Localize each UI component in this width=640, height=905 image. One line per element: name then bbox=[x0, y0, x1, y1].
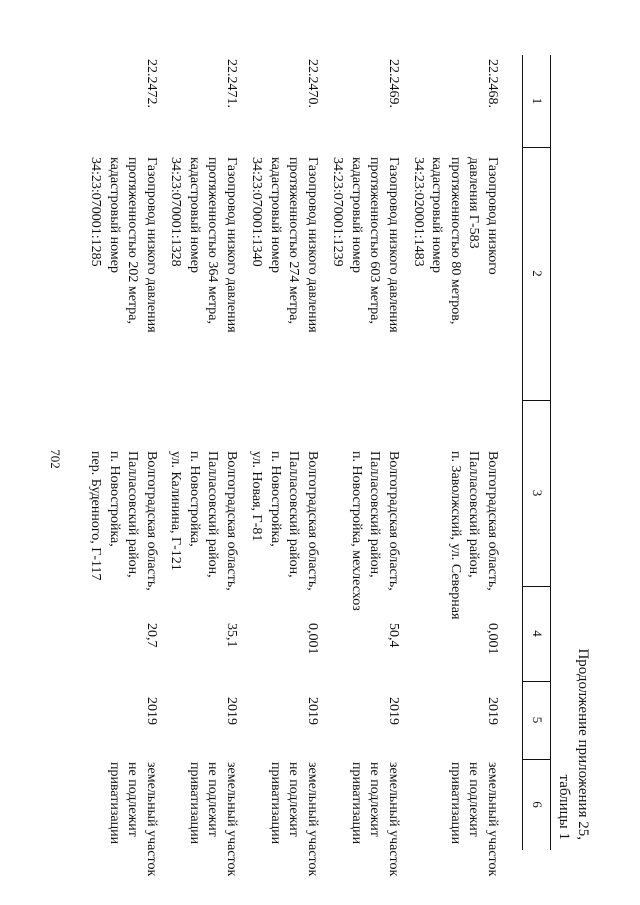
object-year: 2019 bbox=[485, 697, 500, 725]
table-header-rule bbox=[522, 55, 523, 850]
object-year: 2019 bbox=[224, 697, 239, 725]
header-col-1: 1 bbox=[530, 97, 545, 105]
object-address: Волгоградская область, Палласовский район, п. Новостройка, пер. Буденного, Г-117 bbox=[88, 451, 159, 591]
header-col-4: 4 bbox=[530, 630, 545, 637]
caption-line-1: Продолжение приложения 25, bbox=[575, 648, 591, 840]
privatization-note: земельный участок не подлежит приватизации bbox=[186, 762, 239, 877]
row-number: 22.2470. bbox=[305, 59, 320, 108]
row-number: 22.2469. bbox=[386, 59, 401, 108]
table-top-rule bbox=[550, 55, 551, 850]
privatization-note: земельный участок не подлежит приватизации bbox=[106, 762, 159, 877]
object-year: 2019 bbox=[144, 697, 159, 725]
object-value: 50,4 bbox=[386, 623, 401, 648]
header-col-2: 2 bbox=[530, 270, 545, 277]
row-number: 22.2472. bbox=[144, 59, 159, 108]
privatization-note: земельный участок не подлежит приватизации bbox=[267, 762, 320, 877]
header-col-6: 6 bbox=[530, 801, 545, 808]
header-col-5: 5 bbox=[530, 716, 545, 724]
object-address: Волгоградская область, Палласовский район, п. Новостройка, мехлесхоз bbox=[348, 451, 401, 611]
header-col-3: 3 bbox=[530, 489, 545, 497]
row-number: 22.2471. bbox=[224, 59, 239, 108]
property-table bbox=[88, 55, 551, 877]
object-value: 0,001 bbox=[485, 623, 500, 655]
object-name: Газопровод низкого давления протяженностью 603 метра, кадастровый номер 34:23:070001:1239 bbox=[330, 157, 401, 333]
privatization-note: земельный участок не подлежит приватизации bbox=[348, 762, 401, 877]
object-name: Газопровод низкого давления протяженностью 202 метра, кадастровый номер 34:23:070001:1285 bbox=[88, 157, 159, 333]
object-value: 20,7 bbox=[144, 623, 159, 648]
privatization-note: земельный участок не подлежит приватизации bbox=[447, 762, 500, 877]
object-name: Газопровод низкого давления Г-583 протяженностью 80 метров, кадастровый номер 34:23:020001:1483 bbox=[410, 157, 500, 325]
object-name: Газопровод низкого давления протяженностью 364 метра, кадастровый номер 34:23:070001:1328 bbox=[168, 157, 239, 333]
caption-line-2: таблицы 1 bbox=[556, 774, 572, 840]
object-value: 35,1 bbox=[224, 623, 239, 648]
page-number: 702 bbox=[48, 449, 63, 469]
object-name: Газопровод низкого давления протяженностью 274 метра, кадастровый номер 34:23:070001:1340 bbox=[249, 157, 320, 333]
row-number: 22.2468. bbox=[485, 59, 500, 108]
object-address: Волгоградская область, Палласовский район, п. Новостройка, ул. Новая, Г-81 bbox=[249, 451, 320, 591]
object-address: Волгоградская область, Палласовский район, п. Новостройка, ул. Калинина, Г-121 bbox=[168, 451, 239, 591]
object-year: 2019 bbox=[386, 697, 401, 725]
object-year: 2019 bbox=[305, 697, 320, 725]
object-address: Волгоградская область, Палласовский район, п. Заволжский, ул. Северная bbox=[447, 451, 500, 620]
object-value: 0,001 bbox=[305, 623, 320, 655]
